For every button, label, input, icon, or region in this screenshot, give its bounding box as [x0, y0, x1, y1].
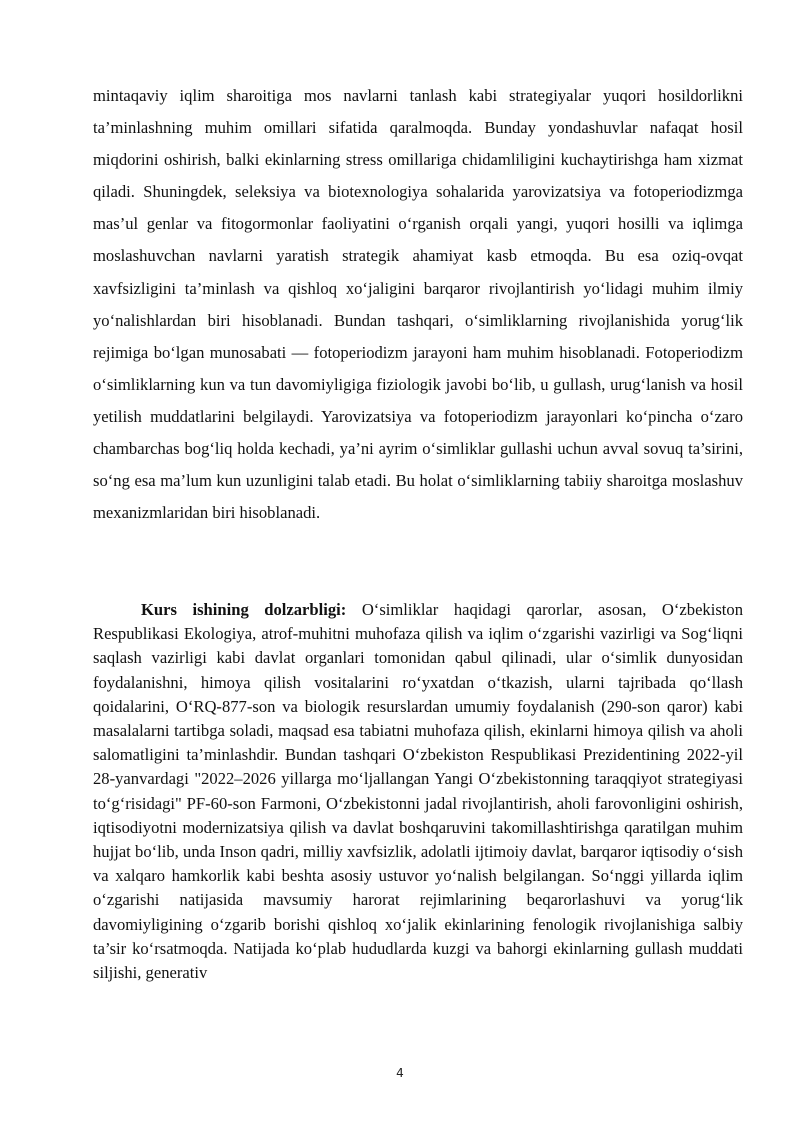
body-paragraph-2-text: O‘simliklar haqidagi qarorlar, asosan, O‘zbekiston Respublikasi Ekologiya, atrof-muhitni muhofaza qilish va iqlim o‘zgarishi vazirligi va Sog‘liqni saqlash vazirligi kabi davlat organlari tomonidan qabul qilinadi, ular o‘simlik dunyosidan foydalanishni, himoya qilish vositalarini ro‘yxatdan o‘tkazish, ularni tajribada qo‘llash qoidalarini, O‘RQ-877-son va biologik resurslardan umumiy foydalanish (290-son qaror) kabi masalalarni tartibga soladi, maqsad esa tabiatni muhofaza qilish, ekinlarni himoya qilish va aholi salomatligini ta’minlashdir. Bundan tashqari O‘zbekiston Respublikasi Prezidentining 2022-yil 28-yanvardagi "2022–2026 yillarga mo‘ljallangan Yangi O‘zbekistonning taraqqiyot strategiyasi to‘g‘risidagi" PF-60-son Farmoni, O‘zbekistonni jadal rivojlantirish, aholi farovonligini oshirish, iqtisodiyotni modernizatsiya qilish va davlat boshqaruvini takomillashtirishga qaratilgan muhim hujjat bo‘lib, unda Inson qadri, milliy xavfsizlik, adolatli ijtimoiy davlat, barqaror iqtisodiy o‘sish va xalqaro hamkorlik kabi beshta asosiy ustuvor yo‘nalish belgilangan. So‘nggi yillarda iqlim o‘zgarishi natijasida mavsumiy harorat rejimlarining beqarorlashuvi va yorug‘lik davomiyligining o‘zgarib borishi qishloq xo‘jalik ekinlarining fenologik rivojlanishiga salbiy ta’sir ko‘rsatmoqda. Natijada ko‘plab hududlarda kuzgi va bahorgi ekinlarning gullash muddati siljishi, generativ — [93, 600, 744, 983]
section-lead-heading: Kurs ishining dolzarbligi: — [141, 600, 347, 619]
body-paragraph-1: mintaqaviy iqlim sharoitiga mos navlarni tanlash kabi strategiyalar yuqori hosildorlikni ta’minlashning muhim omillari sifatida qaralmoqda. Bunday yondashuvlar nafaqat hosil miqdorini oshirish, balki ekinlarning stress omillariga chidamliligini kuchaytirishga ham xizmat qiladi. Shuningdek, seleksiya va biotexnologiya sohalarida yarovizatsiya va fotoperiodizmga mas’ul genlar va fitogormonlar faoliyatini o‘rganish orqali yangi, yuqori hosilli va iqlimga moslashuvchan navlarni yaratish strategik ahamiyat kasb etmoqda. Bu esa oziq-ovqat xavfsizligini ta’minlash va qishloq xo‘jaligini barqaror rivojlantirish yo‘lidagi muhim ilmiy yo‘nalishlardan biri hisoblanadi. Bundan tashqari, o‘simliklarning rivojlanishida yorug‘lik rejimiga bo‘lgan munosabati — fotoperiodizm jarayoni ham muhim hisoblanadi. Fotoperiodizm o‘simliklarning kun va tun davomiyligiga fiziologik javobi bo‘lib, u gullash, urug‘lanish va hosil yetilish muddatlarini belgilaydi. Yarovizatsiya va fotoperiodizm jarayonlari ko‘pincha o‘zaro chambarchas bog‘liq holda kechadi, ya’ni ayrim o‘simliklar gullashi uchun avval sovuq ta’sirini, so‘ng esa ma’lum kun uzunligini talab etadi. Bu holat o‘simliklarning tabiiy sharoitga moslashuv mexanizmlaridan biri hisoblanadi. — [93, 86, 743, 523]
page-number: 4 — [396, 1066, 404, 1080]
body-paragraph-2 — [93, 598, 743, 985]
